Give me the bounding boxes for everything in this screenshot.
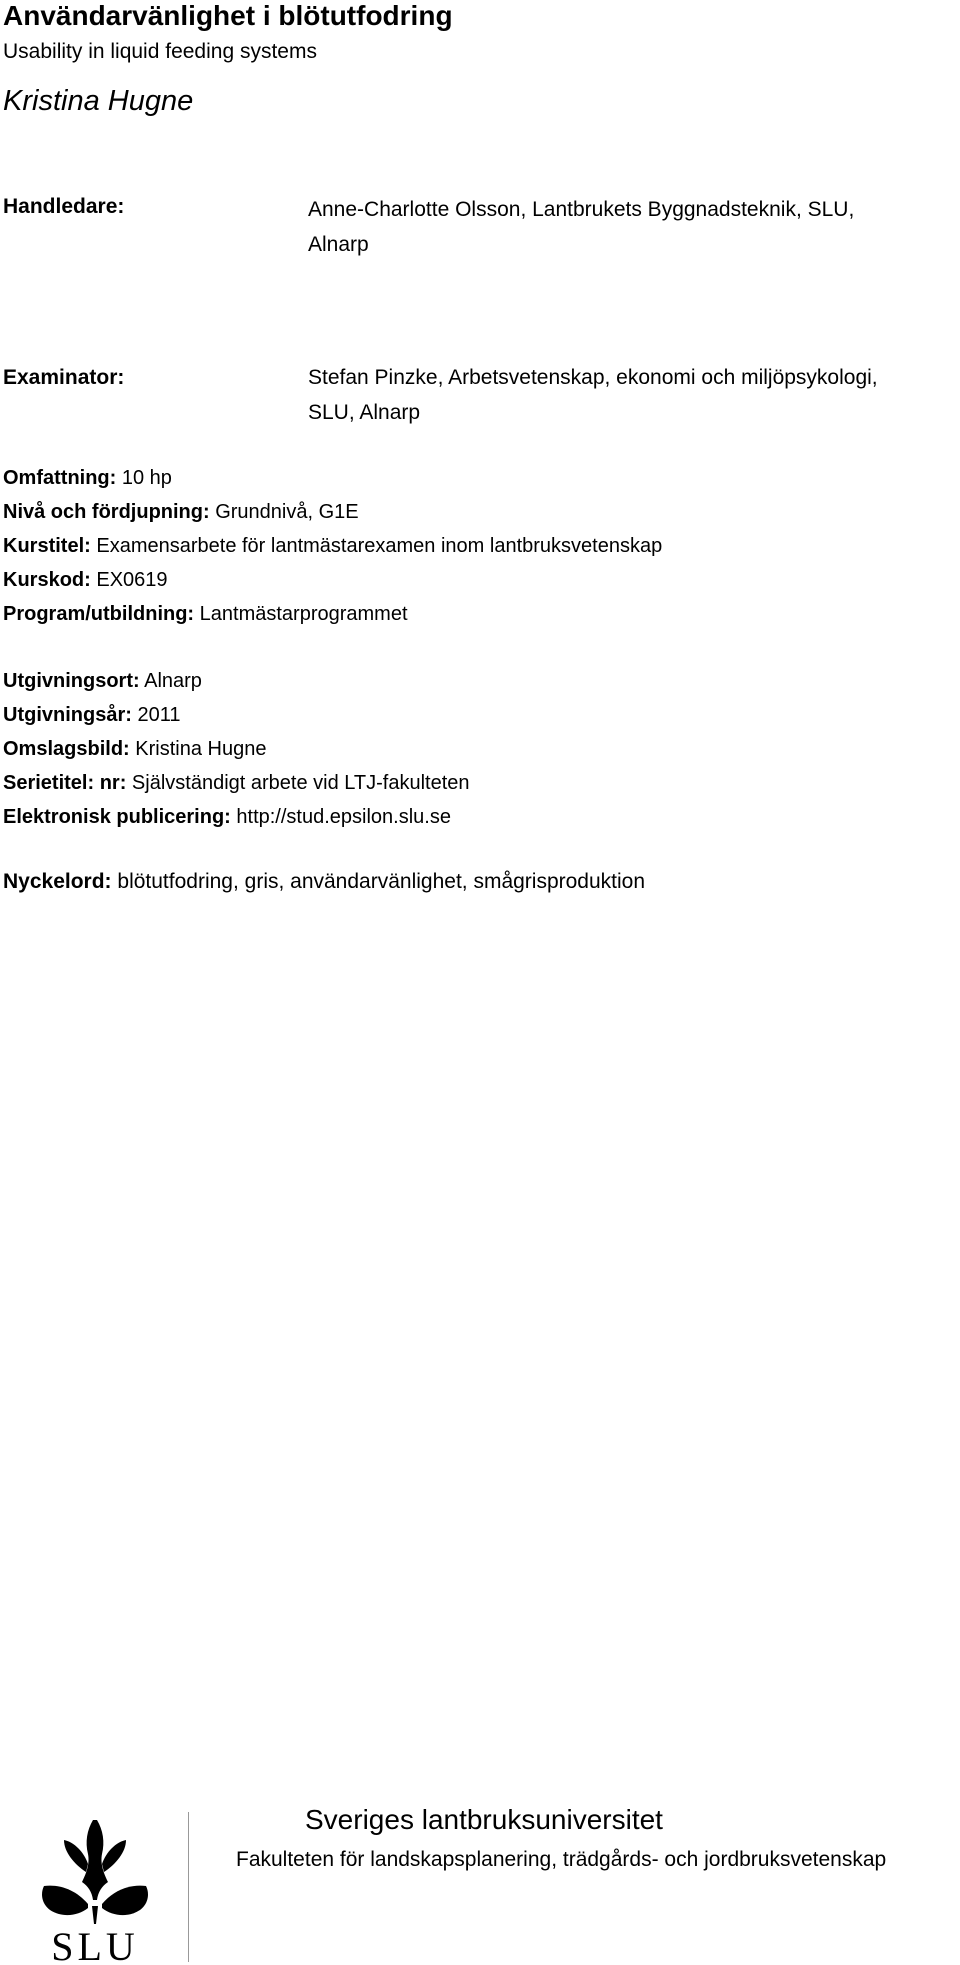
slu-logo [30, 1812, 160, 1965]
keywords: Nyckelord: blötutfodring, gris, användarvänlighet, smågrisproduktion [3, 870, 646, 893]
faculty-name: Fakulteten för landskapsplanering, trädgårds- och jordbruksvetenskap [236, 1848, 887, 1871]
examiner-label: Examinator: [3, 366, 125, 389]
thesis-subtitle: Usability in liquid feeding systems [3, 40, 317, 63]
course-program: Program/utbildning: Lantmästarprogrammet [3, 603, 408, 625]
course-title: Kurstitel: Examensarbete för lantmästarexamen inom lantbruksvetenskap [3, 535, 663, 557]
course-scope: Omfattning: 10 hp [3, 467, 172, 489]
course-level: Nivå och fördjupning: Grundnivå, G1E [3, 501, 359, 523]
university-name: Sveriges lantbruksuniversitet [305, 1804, 663, 1835]
supervisor-value [308, 192, 854, 262]
supervisor-line-2: Alnarp [308, 233, 369, 256]
slu-logo-text: SLU [51, 1924, 139, 1965]
series-title: Serietitel: nr: Självständigt arbete vid LTJ-fakulteten [3, 772, 470, 794]
course-code: Kurskod: EX0619 [3, 569, 168, 591]
examiner-value [308, 360, 878, 430]
author-name: Kristina Hugne [3, 85, 194, 117]
examiner-line-1: Stefan Pinzke, Arbetsvetenskap, ekonomi och miljöpsykologi, [308, 366, 878, 389]
supervisor-label: Handledare: [3, 195, 125, 218]
supervisor-line-1: Anne-Charlotte Olsson, Lantbrukets Byggnadsteknik, SLU, [308, 198, 855, 221]
cover-image-credit: Omslagsbild: Kristina Hugne [3, 738, 267, 760]
examiner-line-2: SLU, Alnarp [308, 401, 421, 424]
thesis-title: Användarvänlighet i blötutfodring [3, 0, 453, 31]
footer-divider [188, 1812, 189, 1962]
publication-year: Utgivningsår: 2011 [3, 704, 181, 726]
electronic-publishing: Elektronisk publicering: http://stud.epsilon.slu.se [3, 806, 451, 828]
slu-emblem-icon [42, 1820, 148, 1924]
publication-place: Utgivningsort: Alnarp [3, 670, 202, 692]
